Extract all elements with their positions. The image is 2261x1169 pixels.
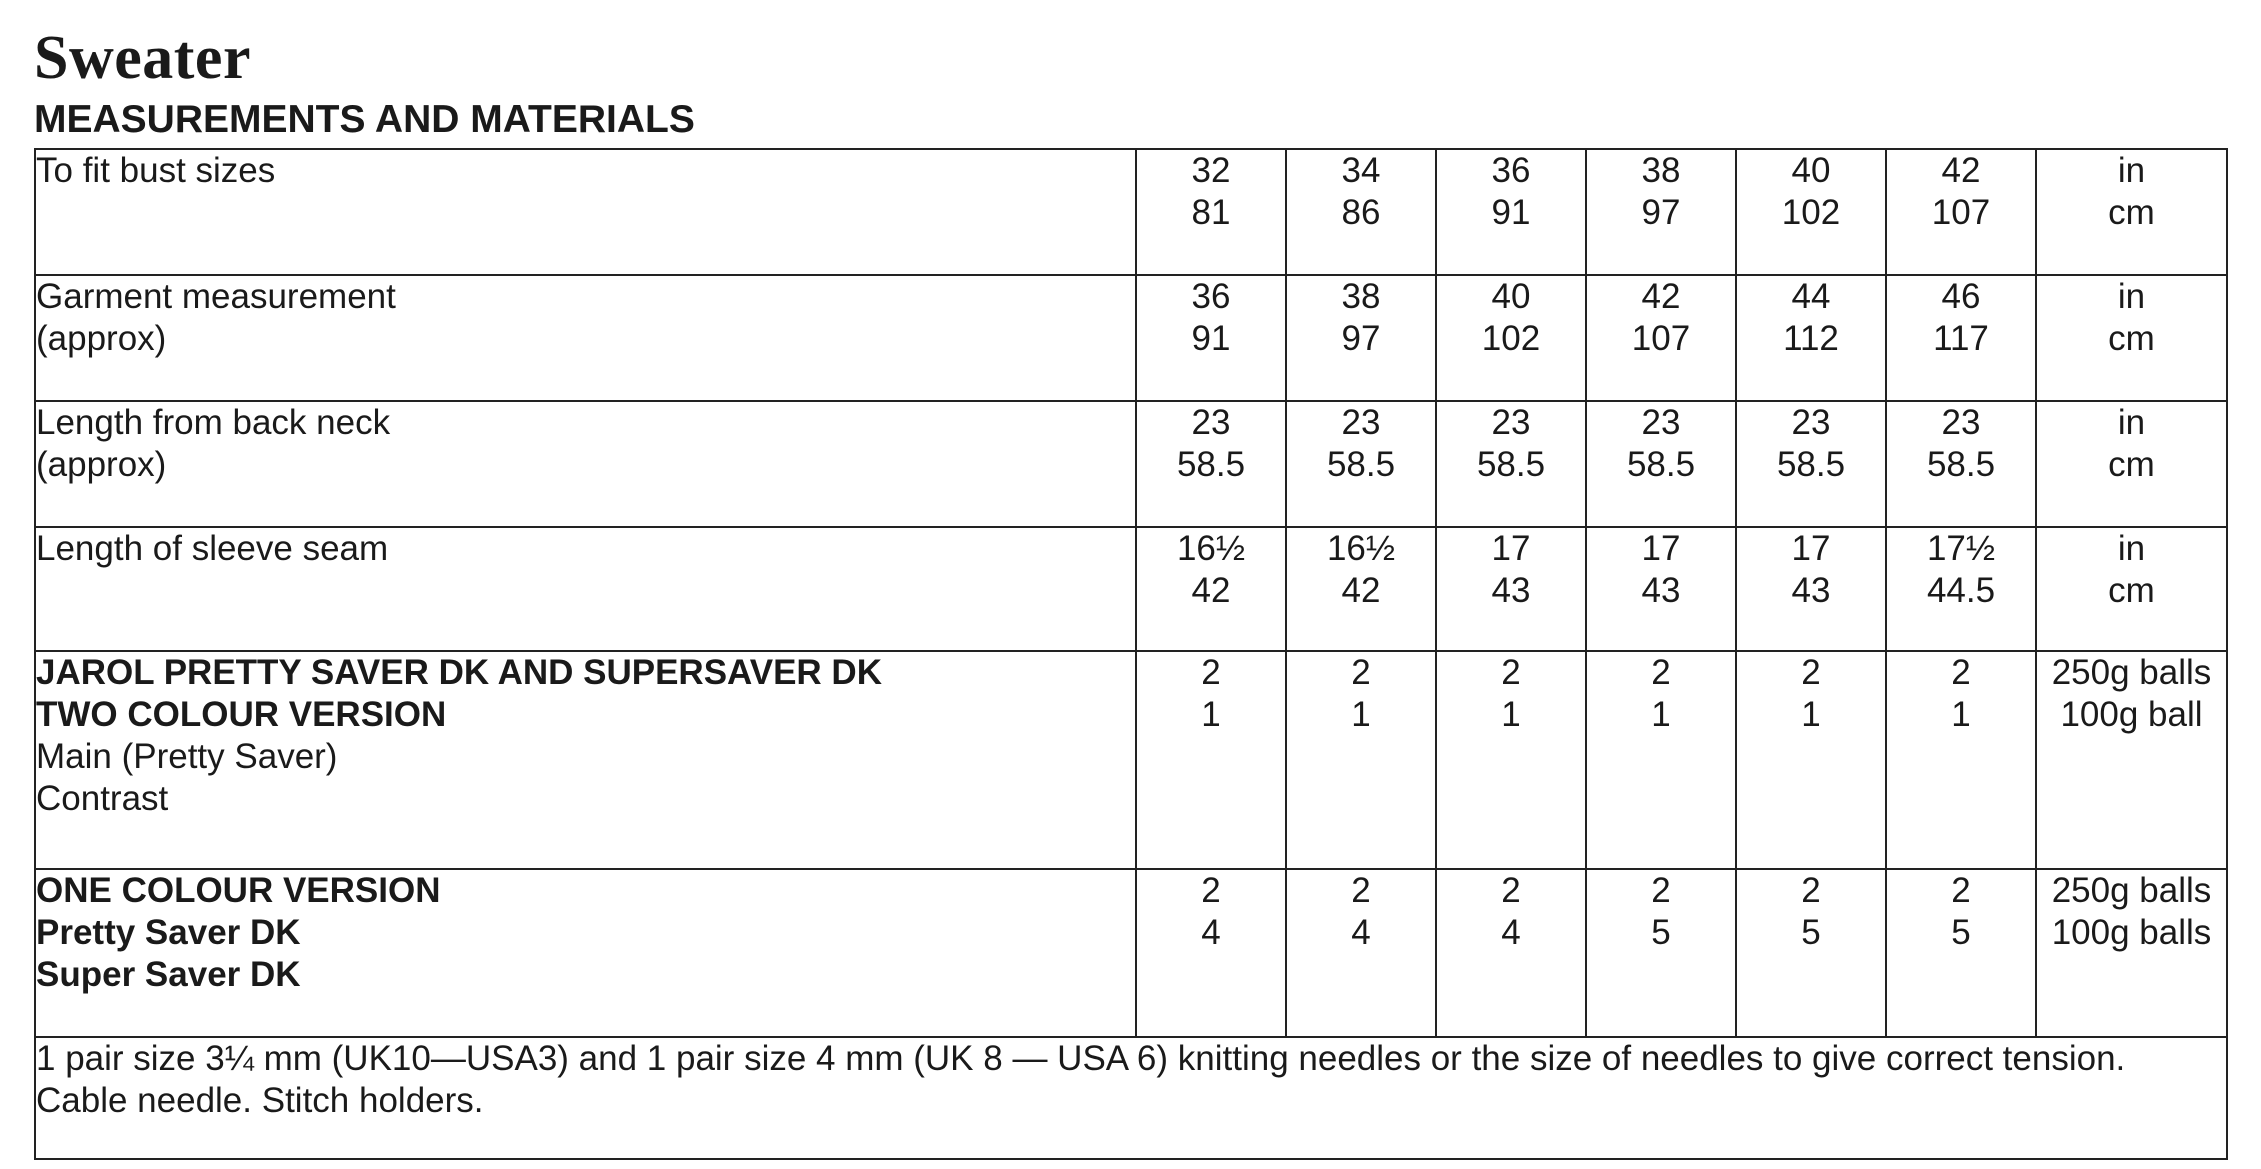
balls-main: 2	[1501, 653, 1521, 692]
needles-note	[35, 1037, 2227, 1159]
size-cell	[1586, 869, 1736, 1037]
balls-pretty-saver: 2	[1201, 871, 1221, 910]
row-label	[35, 651, 1136, 869]
unit-cell	[2036, 651, 2227, 869]
size-cell	[1436, 401, 1586, 527]
value-cm: 58.5	[1626, 445, 1696, 484]
value-in: 23	[1641, 403, 1681, 442]
unit-cell	[2036, 869, 2227, 1037]
row-label-line: Length from back neck	[36, 403, 391, 442]
balls-main: 2	[1651, 653, 1671, 692]
unit-cell	[2036, 527, 2227, 651]
size-cell	[1736, 527, 1886, 651]
value-in: 23	[1941, 403, 1981, 442]
size-cell	[1736, 869, 1886, 1037]
table-row-garment-measurement	[35, 275, 2227, 401]
value-cm: 97	[1641, 193, 1681, 232]
size-cell	[1886, 401, 2036, 527]
value-in: 32	[1191, 151, 1231, 190]
unit-cm: cm	[2108, 319, 2155, 358]
yarn-item: Contrast	[36, 779, 169, 818]
value-in: 17½	[1926, 529, 1996, 568]
balls-contrast: 1	[1651, 695, 1671, 734]
row-label	[35, 401, 1136, 527]
balls-main: 2	[1201, 653, 1221, 692]
balls-contrast: 1	[1951, 695, 1971, 734]
value-in: 38	[1341, 277, 1381, 316]
value-in: 23	[1791, 403, 1831, 442]
value-cm: 112	[1783, 319, 1839, 358]
unit-pretty-saver: 250g balls	[2051, 871, 2212, 910]
value-cm: 58.5	[1476, 445, 1546, 484]
balls-pretty-saver: 2	[1801, 871, 1821, 910]
page-title: Sweater	[34, 24, 251, 92]
yarn-item: Pretty Saver DK	[36, 913, 301, 952]
size-cell	[1136, 275, 1286, 401]
needles-line: 1 pair size 3¼ mm (UK10—USA3) and 1 pair size 4 mm (UK 8 — USA 6) knitting needles or the size of needles to give correct tension.	[36, 1039, 2126, 1078]
value-cm: 58.5	[1776, 445, 1846, 484]
size-cell	[1586, 275, 1736, 401]
value-in: 40	[1791, 151, 1831, 190]
row-label-line: Garment measurement	[36, 277, 396, 316]
value-in: 16½	[1176, 529, 1246, 568]
value-in: 36	[1491, 151, 1531, 190]
value-in: 44	[1791, 277, 1831, 316]
balls-super-saver: 4	[1201, 913, 1221, 952]
size-cell	[1436, 275, 1586, 401]
unit-in: in	[2117, 529, 2146, 568]
row-label	[35, 149, 1136, 275]
value-cm: 107	[1631, 319, 1691, 358]
value-in: 17	[1641, 529, 1681, 568]
balls-contrast: 1	[1501, 695, 1521, 734]
size-cell	[1136, 651, 1286, 869]
size-cell	[1136, 401, 1286, 527]
value-cm: 86	[1341, 193, 1381, 232]
balls-main: 2	[1951, 653, 1971, 692]
balls-contrast: 1	[1801, 695, 1821, 734]
value-cm: 58.5	[1176, 445, 1246, 484]
size-cell	[1886, 275, 2036, 401]
value-cm: 91	[1191, 319, 1231, 358]
balls-pretty-saver: 2	[1501, 871, 1521, 910]
balls-pretty-saver: 2	[1351, 871, 1371, 910]
yarn-item: Main (Pretty Saver)	[36, 737, 338, 776]
value-in: 23	[1191, 403, 1231, 442]
size-cell	[1736, 651, 1886, 869]
size-cell	[1586, 401, 1736, 527]
value-in: 42	[1941, 151, 1981, 190]
value-in: 16½	[1326, 529, 1396, 568]
size-cell	[1586, 149, 1736, 275]
value-cm: 81	[1191, 193, 1231, 232]
row-label	[35, 527, 1136, 651]
unit-in: in	[2117, 277, 2146, 316]
size-cell	[1436, 651, 1586, 869]
value-cm: 43	[1791, 571, 1831, 610]
version-heading: TWO COLOUR VERSION	[36, 695, 447, 734]
table-row-bust-sizes	[35, 149, 2227, 275]
unit-cm: cm	[2108, 193, 2155, 232]
value-cm: 91	[1491, 193, 1531, 232]
value-cm: 117	[1933, 319, 1989, 358]
value-in: 36	[1191, 277, 1231, 316]
balls-super-saver: 4	[1501, 913, 1521, 952]
size-cell	[1436, 149, 1586, 275]
value-in: 23	[1491, 403, 1531, 442]
value-cm: 42	[1191, 571, 1231, 610]
unit-contrast: 100g ball	[2060, 695, 2203, 734]
row-label-line: Length of sleeve seam	[36, 529, 389, 568]
measurements-table	[34, 148, 2228, 1160]
balls-super-saver: 4	[1351, 913, 1371, 952]
unit-main: 250g balls	[2051, 653, 2212, 692]
row-label-line: (approx)	[36, 445, 167, 484]
value-in: 17	[1491, 529, 1531, 568]
unit-cell	[2036, 401, 2227, 527]
value-in: 40	[1491, 277, 1531, 316]
size-cell	[1436, 869, 1586, 1037]
unit-in: in	[2117, 403, 2146, 442]
size-cell	[1886, 149, 2036, 275]
size-cell	[1736, 149, 1886, 275]
unit-cm: cm	[2108, 445, 2155, 484]
size-cell	[1286, 401, 1436, 527]
value-cm: 43	[1641, 571, 1681, 610]
version-heading: ONE COLOUR VERSION	[36, 871, 441, 910]
table-row-one-colour-version	[35, 869, 2227, 1037]
size-cell	[1436, 527, 1586, 651]
size-cell	[1286, 869, 1436, 1037]
value-in: 23	[1341, 403, 1381, 442]
size-cell	[1286, 527, 1436, 651]
size-cell	[1736, 275, 1886, 401]
section-subtitle: MEASUREMENTS AND MATERIALS	[34, 98, 695, 141]
unit-cell	[2036, 149, 2227, 275]
balls-main: 2	[1801, 653, 1821, 692]
table-row-sleeve-seam	[35, 527, 2227, 651]
size-cell	[1886, 869, 2036, 1037]
table-row-two-colour-version	[35, 651, 2227, 869]
size-cell	[1886, 527, 2036, 651]
value-in: 38	[1641, 151, 1681, 190]
value-cm: 102	[1781, 193, 1841, 232]
size-cell	[1286, 275, 1436, 401]
balls-main: 2	[1351, 653, 1371, 692]
unit-in: in	[2117, 151, 2146, 190]
row-label	[35, 275, 1136, 401]
value-cm: 43	[1491, 571, 1531, 610]
balls-contrast: 1	[1201, 695, 1221, 734]
value-cm: 102	[1481, 319, 1541, 358]
value-in: 46	[1941, 277, 1981, 316]
row-label-line: (approx)	[36, 319, 167, 358]
row-label-line: To fit bust sizes	[36, 151, 276, 190]
value-cm: 58.5	[1926, 445, 1996, 484]
row-label	[35, 869, 1136, 1037]
value-cm: 58.5	[1326, 445, 1396, 484]
balls-contrast: 1	[1351, 695, 1371, 734]
value-cm: 42	[1341, 571, 1381, 610]
size-cell	[1586, 651, 1736, 869]
table-row-length-back-neck	[35, 401, 2227, 527]
size-cell	[1286, 149, 1436, 275]
unit-super-saver: 100g balls	[2051, 913, 2212, 952]
size-cell	[1136, 149, 1286, 275]
size-cell	[1886, 651, 2036, 869]
value-cm: 107	[1931, 193, 1991, 232]
balls-super-saver: 5	[1801, 913, 1821, 952]
balls-pretty-saver: 2	[1951, 871, 1971, 910]
balls-pretty-saver: 2	[1651, 871, 1671, 910]
balls-super-saver: 5	[1951, 913, 1971, 952]
balls-super-saver: 5	[1651, 913, 1671, 952]
size-cell	[1586, 527, 1736, 651]
table-row-needles	[35, 1037, 2227, 1159]
value-in: 17	[1791, 529, 1831, 568]
yarn-item: Super Saver DK	[36, 955, 301, 994]
size-cell	[1136, 527, 1286, 651]
size-cell	[1286, 651, 1436, 869]
value-cm: 97	[1341, 319, 1381, 358]
size-cell	[1736, 401, 1886, 527]
yarn-heading: JAROL PRETTY SAVER DK AND SUPERSAVER DK	[36, 653, 882, 692]
unit-cm: cm	[2108, 571, 2155, 610]
value-in: 34	[1341, 151, 1381, 190]
unit-cell	[2036, 275, 2227, 401]
accessories-line: Cable needle. Stitch holders.	[36, 1081, 484, 1120]
value-in: 42	[1641, 277, 1681, 316]
size-cell	[1136, 869, 1286, 1037]
value-cm: 44.5	[1926, 571, 1996, 610]
